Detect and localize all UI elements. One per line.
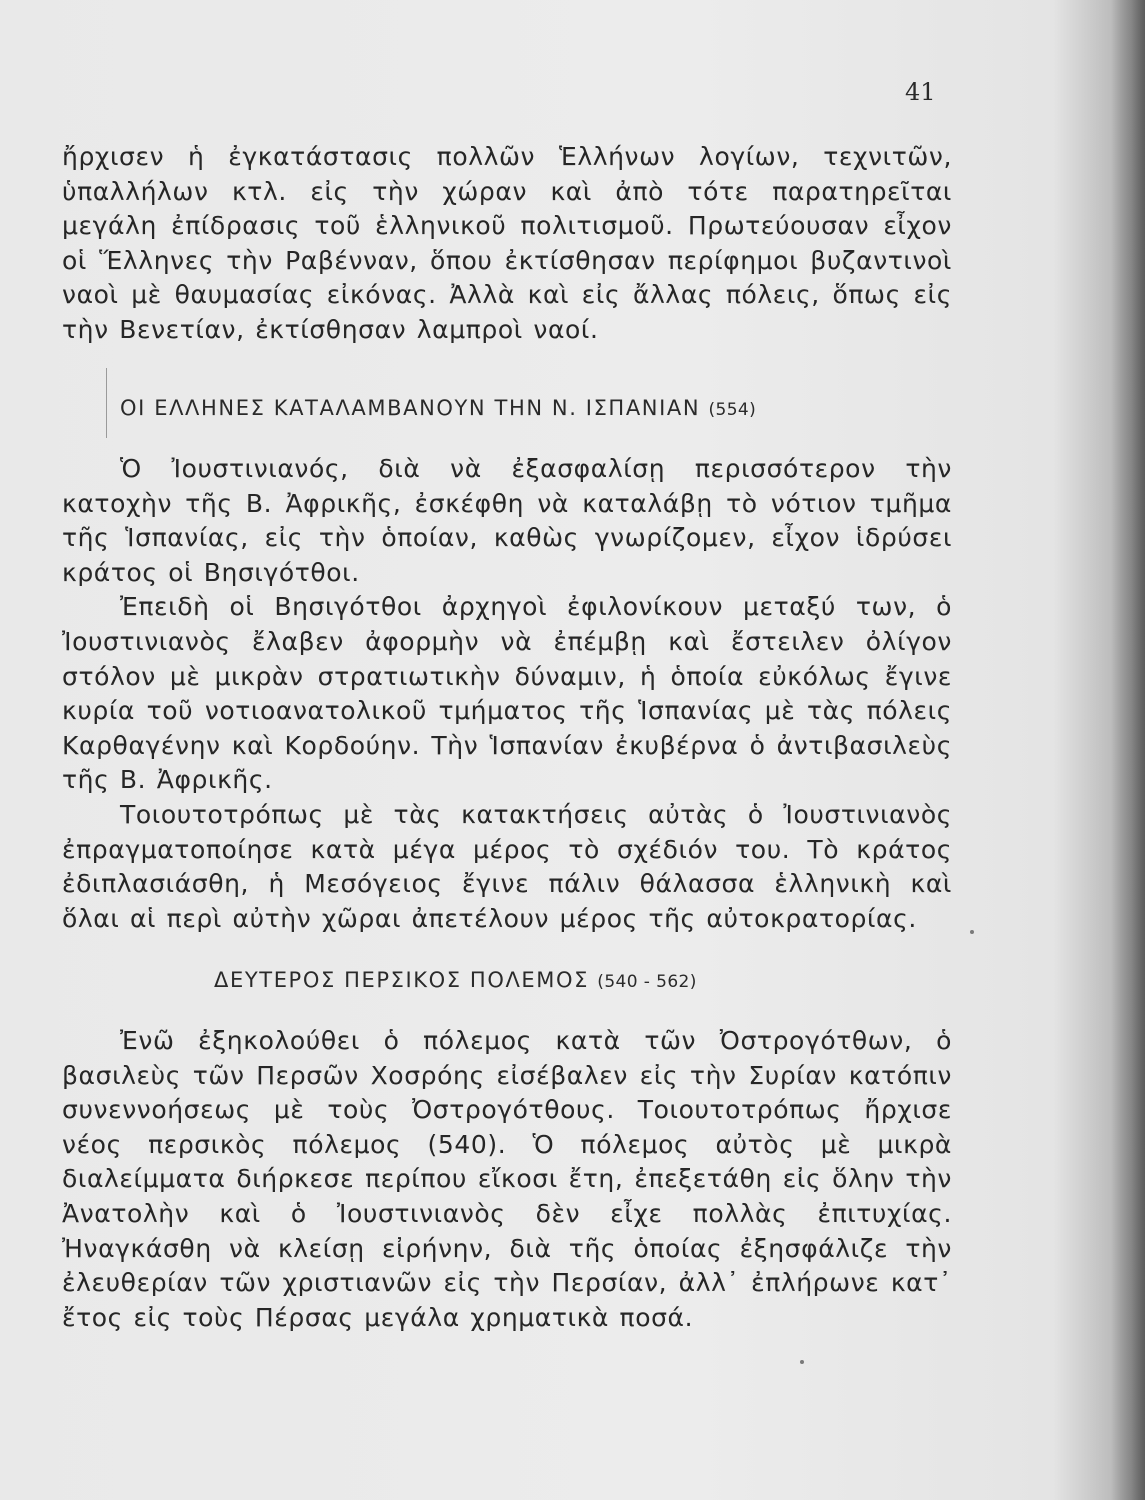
page-number: 41 bbox=[905, 78, 936, 106]
paper-speck bbox=[970, 930, 974, 934]
paragraph-spain-2: Ἐπειδὴ οἱ Βησιγότθοι ἀρχηγοὶ ἐφιλονίκουν μεταξύ των, ὁ Ἰουστινιανὸς ἔλαβεν ἀφορμὴν νὰ ἐπέμβῃ καὶ ἔστειλεν ὀλίγον στόλον μὲ μικρὰν στρατιωτικὴν δύναμιν, ἡ ὁποία εὐκόλως ἔγινε κυρία τοῦ νοτιοανατολικοῦ τμήματος τῆς Ἱσπανίας μὲ τὰς πόλεις Καρθαγένην καὶ Κορδούην. Τὴν Ἱσπανίαν ἐκυβέρνα ὁ ἀντιβασιλεὺς τῆς Β. Ἀφρικῆς. bbox=[62, 592, 952, 795]
section-body-spain bbox=[62, 452, 952, 933]
section-years-spain: (554) bbox=[708, 400, 757, 420]
paper-speck bbox=[800, 1360, 804, 1364]
page-binding-shadow bbox=[1111, 0, 1145, 1500]
intro-paragraph: ἤρχισεν ἡ ἐγκατάστασις πολλῶν Ἑλλήνων λογίων, τεχνιτῶν, ὑπαλλήλων κτλ. εἰς τὴν χώραν καὶ ἀπὸ τότε παρατηρεῖται μεγάλη ἐπίδρασις τοῦ ἑλληνικοῦ πολιτισμοῦ. Πρωτεύουσαν εἶχον οἱ Ἕλληνες τὴν Ραβένναν, ὅπου ἐκτίσθησαν περίφημοι βυζαντινοὶ ναοὶ μὲ θαυμασίας εἰκόνας. Ἀλλὰ καὶ εἰς ἄλλας πόλεις, ὅπως εἰς τὴν Βενετίαν, ἐκτίσθησαν λαμπροὶ ναοί. bbox=[62, 142, 952, 344]
section-heading-spain bbox=[120, 396, 756, 420]
paragraph-persian-war-1: Ἐνῶ ἐξηκολούθει ὁ πόλεμος κατὰ τῶν Ὀστρογότθων, ὁ βασιλεὺς τῶν Περσῶν Χοσρόης εἰσέβαλεν εἰς τὴν Συρίαν κατόπιν συνεννοήσεως μὲ τοὺς Ὀστρογότθους. Τοιουτοτρόπως ἤρχισε νέος περσικὸς πόλεμος (540). Ὁ πόλεμος αὐτὸς μὲ μικρὰ διαλείμματα διήρκεσε περίπου εἴκοσι ἔτη, ἐπεξετάθη εἰς ὅλην τὴν Ἀνατολὴν καὶ ὁ Ἰουστινιανὸς δὲν εἶχε πολλὰς ἐπιτυχίας. Ἠναγκάσθη νὰ κλείσῃ εἰρήνην, διὰ τῆς ὁποίας ἐξησφάλιζε τὴν ἐλευθερίαν τῶν χριστιανῶν εἰς τὴν Περσίαν, ἀλλ᾽ ἐπλήρωνε κατ᾽ ἔτος εἰς τοὺς Πέρσας μεγάλα χρηματικὰ ποσά. bbox=[62, 1026, 952, 1332]
section-body-persian-war bbox=[62, 1024, 952, 1344]
margin-pencil-mark bbox=[106, 368, 107, 438]
intro-paragraph-block bbox=[62, 140, 952, 350]
section-heading-persian-war bbox=[214, 968, 697, 992]
section-years-persian-war: (540 - 562) bbox=[597, 972, 697, 992]
section-title-persian-war: ΔΕΥΤΕΡΟΣ ΠΕΡΣΙΚΟΣ ΠΟΛΕΜΟΣ bbox=[214, 968, 589, 992]
paragraph-spain-1: Ὁ Ἰουστινιανός, διὰ νὰ ἐξασφαλίσῃ περισσότερον τὴν κατοχὴν τῆς Β. Ἀφρικῆς, ἐσκέφθη νὰ καταλάβῃ τὸ νότιον τμῆμα τῆς Ἱσπανίας, εἰς τὴν ὁποίαν, καθὼς γνωρίζομεν, εἶχον ἱδρύσει κράτος οἱ Βησιγότθοι. bbox=[62, 454, 952, 587]
paragraph-spain-3: Τοιουτοτρόπως μὲ τὰς κατακτήσεις αὐτὰς ὁ Ἰουστινιανὸς ἐπραγματοποίησε κατὰ μέγα μέρος τὸ σχέδιόν του. Τὸ κράτος ἐδιπλασιάσθη, ἡ Μεσόγειος ἔγινε πάλιν θάλασσα ἑλληνικὴ καὶ ὅλαι αἱ περὶ αὐτὴν χῶραι ἀπετέλουν μέρος τῆς αὐτοκρατορίας. bbox=[62, 799, 952, 933]
section-title-spain: ΟΙ ΕΛΛΗΝΕΣ ΚΑΤΑΛΑΜΒΑΝΟΥΝ ΤΗΝ Ν. ΙΣΠΑΝΙΑΝ bbox=[120, 396, 701, 420]
